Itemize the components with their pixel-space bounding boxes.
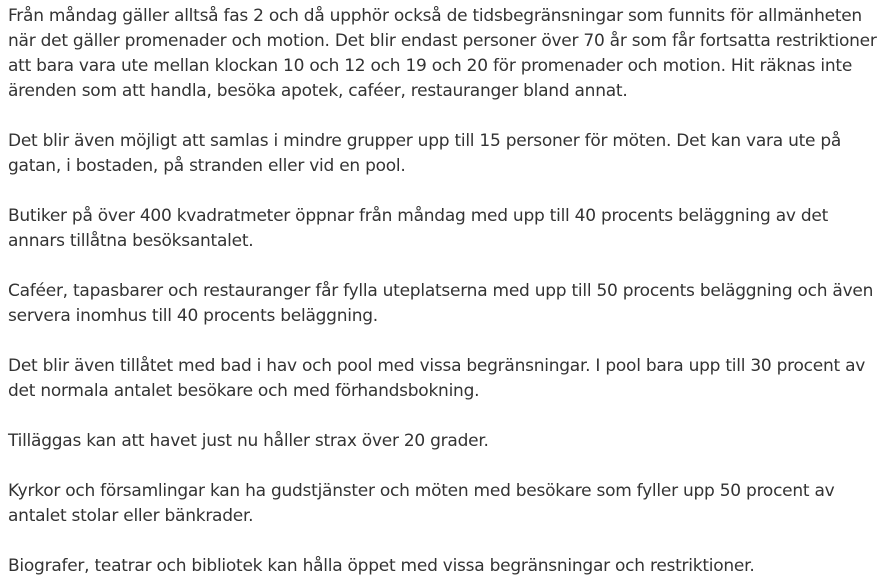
paragraph-cinemas: Biografer, teatrar och bibliotek kan hålla öppet med vissa begränsningar och restriktioner. — [8, 556, 755, 576]
paragraph-cafes: Caféer, tapasbarer och restauranger får fylla uteplatserna med upp till 50 procents beläggning och även servera inomhus till 40 procents beläggning. — [8, 281, 874, 326]
paragraph-phase-2: Från måndag gäller alltså fas 2 och då upphör också de tidsbegränsningar som funnits för allmänheten när det gäller promenader och motion. Det blir endast personer över 70 år som får fortsatta restriktioner att bara vara ute mellan klockan 10 och 12 och 19 och 20 för promenader och motion. Hit räknas inte ärenden som att handla, besöka apotek, caféer, restauranger bland annat. — [8, 6, 877, 101]
paragraph-small-groups: Det blir även möjligt att samlas i mindre grupper upp till 15 personer för möten. Det kan vara ute på gatan, i bostaden, på stranden eller vid en pool. — [8, 131, 842, 176]
paragraph-churches: Kyrkor och församlingar kan ha gudstjänster och möten med besökare som fyller upp 50 procent av antalet stolar eller bänkrader. — [8, 481, 835, 526]
paragraph-bathing: Det blir även tillåtet med bad i hav och pool med vissa begränsningar. I pool bara upp till 30 procent av det normala antalet besökare och med förhandsbokning. — [8, 356, 866, 401]
paragraph-sea-temperature: Tilläggas kan att havet just nu håller strax över 20 grader. — [8, 431, 489, 451]
paragraph-shops: Butiker på över 400 kvadratmeter öppnar från måndag med upp till 40 procents beläggning av det annars tillåtna besöksantalet. — [8, 206, 829, 251]
